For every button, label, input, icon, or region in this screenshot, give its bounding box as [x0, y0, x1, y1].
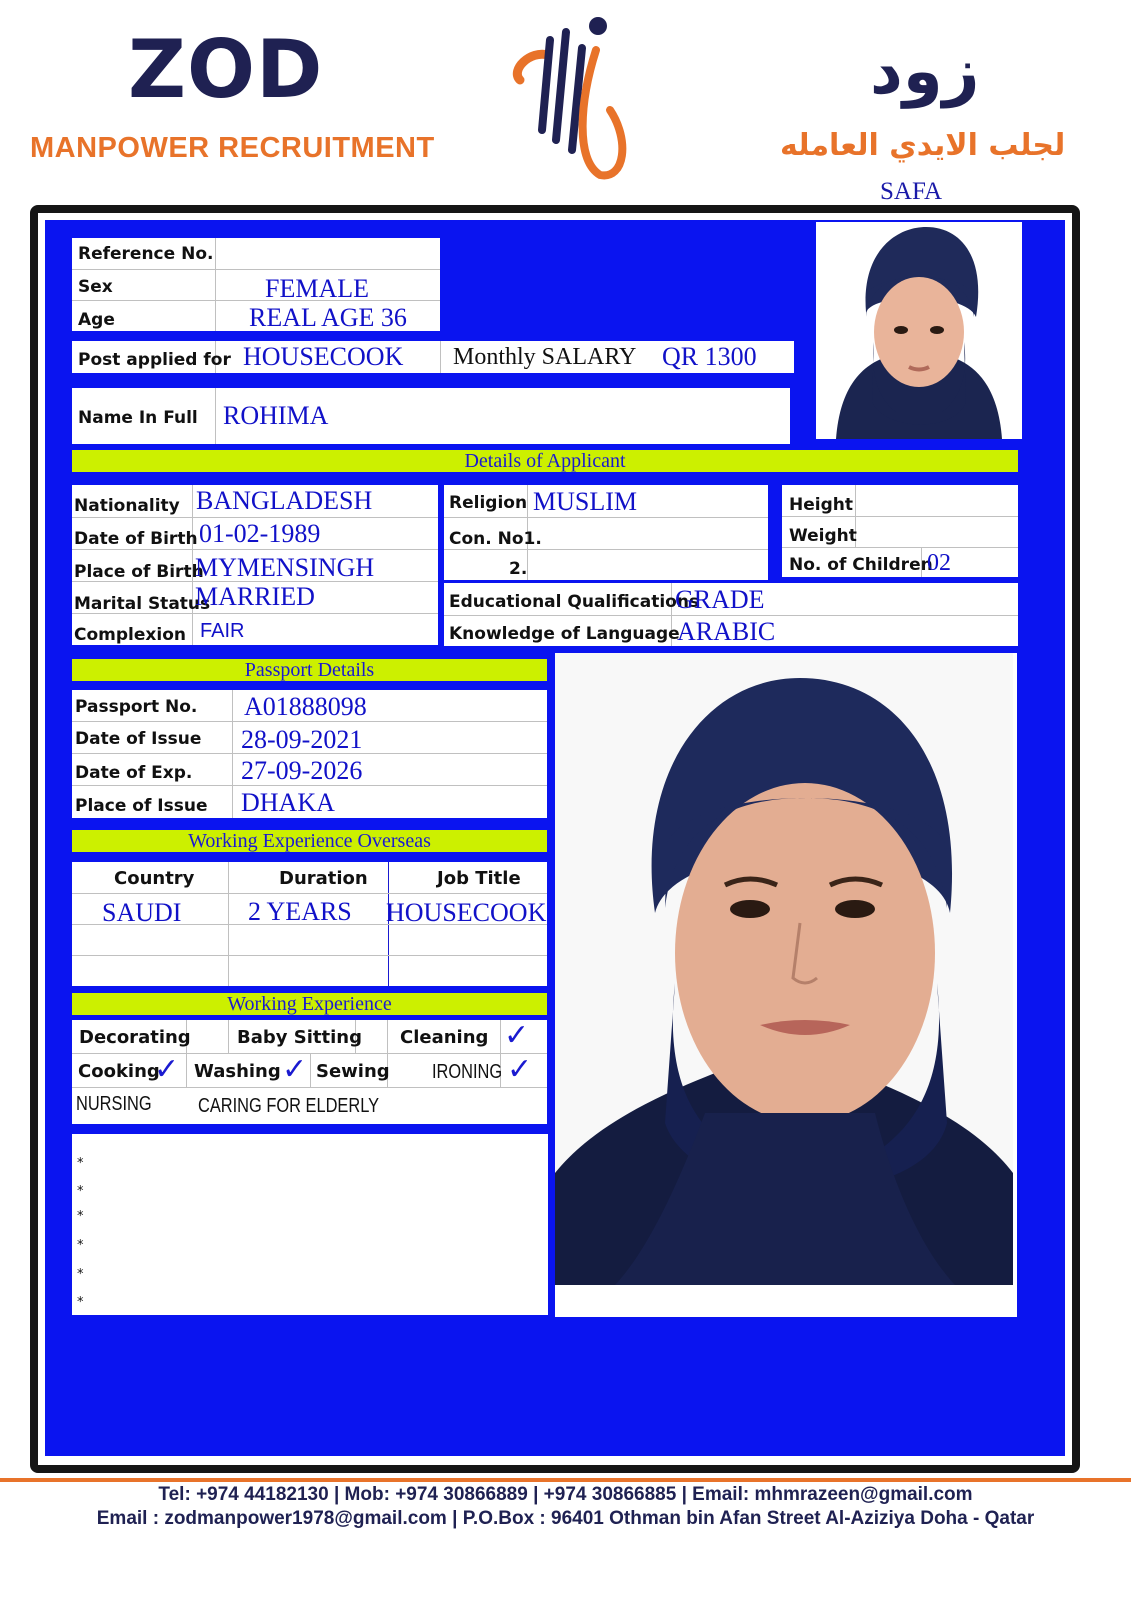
- language-label: Knowledge of Language: [449, 624, 680, 644]
- pob-label: Place of Birth: [74, 562, 204, 582]
- brand-subtitle: MANPOWER RECRUITMENT: [30, 132, 435, 164]
- marital-label: Marital Status: [74, 594, 211, 614]
- skill-baby-sitting: Baby Sitting: [237, 1027, 362, 1048]
- notes-box: [72, 1134, 548, 1315]
- note-bullet: *: [77, 1209, 84, 1224]
- arabic-brand: زود: [870, 35, 980, 109]
- applicant-photo-large: [555, 653, 1017, 1317]
- skill-sewing: Sewing: [316, 1061, 390, 1082]
- passport-no-label: Passport No.: [75, 697, 198, 717]
- col-country: Country: [114, 868, 195, 889]
- issue-date-label: Date of Issue: [75, 729, 202, 749]
- skill-caring-elderly: CARING FOR ELDERLY: [198, 1095, 380, 1117]
- logo-icon: [500, 10, 640, 185]
- col-duration: Duration: [279, 868, 368, 889]
- arabic-subtitle: لجلب الايدي العامله: [780, 128, 1066, 163]
- exp-date-value: 27-09-2026: [241, 756, 363, 785]
- col-job-title: Job Title: [437, 868, 521, 889]
- footer-divider: [0, 1478, 1131, 1482]
- sex-label: Sex: [78, 277, 113, 297]
- overseas-duration: 2 YEARS: [248, 897, 352, 926]
- ironing-check-icon: ✓: [507, 1052, 533, 1087]
- overseas-job: HOUSECOOK: [386, 898, 547, 927]
- cooking-check-icon: ✓: [154, 1052, 180, 1087]
- section-experience-title: Working Experience: [72, 993, 547, 1015]
- skill-decorating: Decorating: [79, 1027, 191, 1048]
- post-value: HOUSECOOK: [243, 342, 404, 371]
- skill-cleaning: Cleaning: [400, 1027, 489, 1048]
- religion-value: MUSLIM: [533, 487, 638, 516]
- skill-cooking: Cooking: [78, 1061, 160, 1082]
- cleaning-check-icon: ✓: [504, 1018, 530, 1053]
- education-label: Educational Qualifications: [449, 592, 700, 612]
- note-bullet: *: [77, 1184, 84, 1199]
- language-value: ARABIC: [677, 617, 776, 646]
- reference-label: Reference No.: [78, 244, 214, 264]
- overseas-country: SAUDI: [102, 898, 182, 927]
- skill-nursing: NURSING: [76, 1093, 152, 1115]
- sex-value: FEMALE: [265, 274, 369, 303]
- washing-check-icon: ✓: [282, 1052, 308, 1087]
- skill-ironing: IRONING: [432, 1061, 503, 1083]
- age-label: Age: [78, 310, 115, 330]
- issue-date-value: 28-09-2021: [241, 725, 363, 754]
- salary-value: QR 1300: [662, 342, 757, 371]
- salary-label: Monthly SALARY: [453, 344, 637, 370]
- weight-label: Weight: [789, 526, 857, 546]
- nationality-label: Nationality: [74, 496, 180, 516]
- brand-name: ZOD: [128, 23, 324, 116]
- place-issue-label: Place of Issue: [75, 796, 208, 816]
- children-value: 02: [927, 550, 951, 576]
- note-bullet: *: [77, 1295, 84, 1310]
- section-overseas-title: Working Experience Overseas: [72, 830, 547, 852]
- marital-value: MARRIED: [195, 582, 315, 611]
- note-bullet: *: [77, 1156, 84, 1171]
- exp-date-label: Date of Exp.: [75, 763, 193, 783]
- education-value: GRADE: [675, 585, 765, 614]
- skill-washing: Washing: [194, 1061, 281, 1082]
- name-value: ROHIMA: [223, 401, 329, 430]
- con1-label: Con. No1.: [449, 529, 542, 549]
- pob-value: MYMENSINGH: [195, 553, 375, 582]
- note-bullet: *: [77, 1238, 84, 1253]
- footer-address-line: Email : zodmanpower1978@gmail.com | P.O.Box : 96401 Othman bin Afan Street Al-Aziziya Doha - Qatar: [96, 1508, 1035, 1529]
- name-label: Name In Full: [78, 408, 198, 428]
- complexion-label: Complexion: [74, 625, 186, 645]
- section-applicant-title: Details of Applicant: [72, 450, 1018, 472]
- dob-label: Date of Birth: [74, 529, 198, 549]
- passport-no-value: A01888098: [244, 692, 367, 721]
- height-label: Height: [789, 495, 853, 515]
- age-value: REAL AGE 36: [249, 303, 407, 332]
- con2-label: 2.: [509, 559, 528, 579]
- section-passport-title: Passport Details: [72, 659, 547, 681]
- post-label: Post applied for: [78, 350, 231, 370]
- place-issue-value: DHAKA: [241, 788, 335, 817]
- complexion-value: FAIR: [200, 620, 245, 642]
- children-label: No. of Children: [789, 555, 933, 575]
- applicant-photo-small: [816, 222, 1022, 439]
- nationality-value: BANGLADESH: [196, 486, 373, 515]
- note-bullet: *: [77, 1267, 84, 1282]
- religion-label: Religion: [449, 493, 528, 513]
- footer-contact-line: Tel: +974 44182130 | Mob: +974 30866889 | +974 30866885 | Email: mhmrazeen@gmail.com: [158, 1484, 973, 1505]
- agent-name: SAFA: [880, 178, 943, 205]
- dob-value: 01-02-1989: [199, 519, 321, 548]
